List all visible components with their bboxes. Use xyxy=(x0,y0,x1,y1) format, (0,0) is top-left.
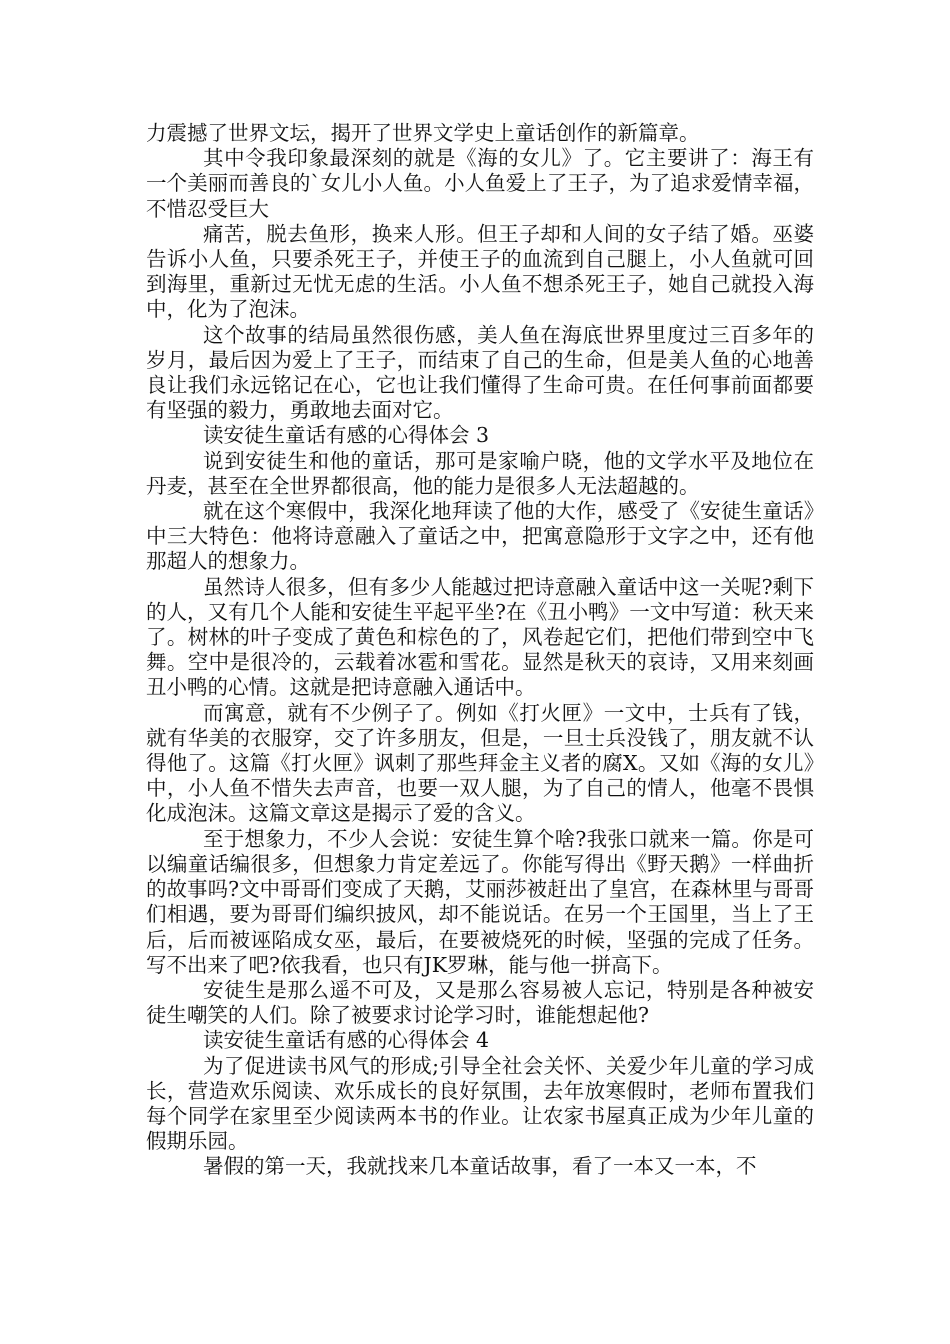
paragraph: 痛苦，脱去鱼形，换来人形。但王子却和人间的女子结了婚。巫婆告诉小人鱼，只要杀死王子，并使王子的血流到自己腿上，小人鱼就可回到海里，重新过无忧无虑的生活。小人鱼不想杀死王子，她自己就投入海中，化为了泡沫。 xyxy=(146,221,814,322)
paragraph-continuation: 力震撼了世界文坛，揭开了世界文学史上童话创作的新篇章。 xyxy=(146,121,700,145)
paragraph: 安徒生是那么遥不可及，又是那么容易被人忘记，特别是各种被安徒生嘲笑的人们。除了被要求讨论学习时，谁能想起他? xyxy=(146,977,814,1028)
document-body xyxy=(146,121,814,1180)
paragraph: 至于想象力，不少人会说：安徒生算个啥?我张口就来一篇。你是可以编童话编很多，但想象力肯定差远了。你能写得出《野天鹅》一样曲折的故事吗?文中哥哥们变成了天鹅，艾丽莎被赶出了皇宫，在森林里与哥哥们相遇，要为哥哥们编织披风，却不能说话。在另一个王国里，当上了王后，后而被诬陷成女巫，最后，在要被烧死的时候，坚强的完成了任务。写不出来了吧?依我看，也只有JK罗琳，能与他一拼高下。 xyxy=(146,826,814,977)
section-heading-4: 读安徒生童话有感的心得体会 4 xyxy=(203,1028,490,1053)
paragraph: 这个故事的结局虽然很伤感，美人鱼在海底世界里度过三百多年的岁月，最后因为爱上了王子，而结束了自己的生命，但是美人鱼的心地善良让我们永远铭记在心，它也让我们懂得了生命可贵。在任何事前面都要有坚强的毅力，勇敢地去面对它。 xyxy=(146,322,814,423)
section-heading-3: 读安徒生童话有感的心得体会 3 xyxy=(203,423,490,448)
paragraph: 为了促进读书风气的形成;引导全社会关怀、关爱少年儿童的学习成长，营造欢乐阅读、欢乐成长的良好氛围，去年放寒假时，老师布置我们每个同学在家里至少阅读两本书的作业。让农家书屋真正成为少年儿童的假期乐园。 xyxy=(146,1053,814,1154)
paragraph: 而寓意，就有不少例子了。例如《打火匣》一文中，士兵有了钱，就有华美的衣服穿，交了许多朋友，但是，一旦士兵没钱了，朋友就不认得他了。这篇《打火匣》讽刺了那些拜金主义者的腐X。又如《海的女儿》中，小人鱼不惜失去声音，也要一双人腿，为了自己的情人，他毫不畏惧化成泡沫。这篇文章这是揭示了爱的含义。 xyxy=(146,700,814,826)
paragraph: 暑假的第一天，我就找来几本童话故事，看了一本又一本，不 xyxy=(203,1154,757,1179)
paragraph: 说到安徒生和他的童话，那可是家喻户晓，他的文学水平及地位在丹麦，甚至在全世界都很高，他的能力是很多人无法超越的。 xyxy=(146,448,814,498)
paragraph: 就在这个寒假中，我深化地拜读了他的大作，感受了《安徒生童话》中三大特色：他将诗意融入了童话之中，把寓意隐形于文字之中，还有他那超人的想象力。 xyxy=(146,499,814,574)
paragraph: 虽然诗人很多，但有多少人能越过把诗意融入童话中这一关呢?剩下的人，又有几个人能和安徒生平起平坐?在《丑小鸭》一文中写道：秋天来了。树林的叶子变成了黄色和棕色的了，风卷起它们，把他们带到空中飞舞。空中是很冷的，云载着冰雹和雪花。显然是秋天的哀诗，又用来刻画丑小鸭的心情。这就是把诗意融入通话中。 xyxy=(146,574,814,700)
paragraph: 其中令我印象最深刻的就是《海的女儿》了。它主要讲了：海王有一个美丽而善良的`女儿小人鱼。小人鱼爱上了王子，为了追求爱情幸福，不惜忍受巨大 xyxy=(146,146,814,221)
